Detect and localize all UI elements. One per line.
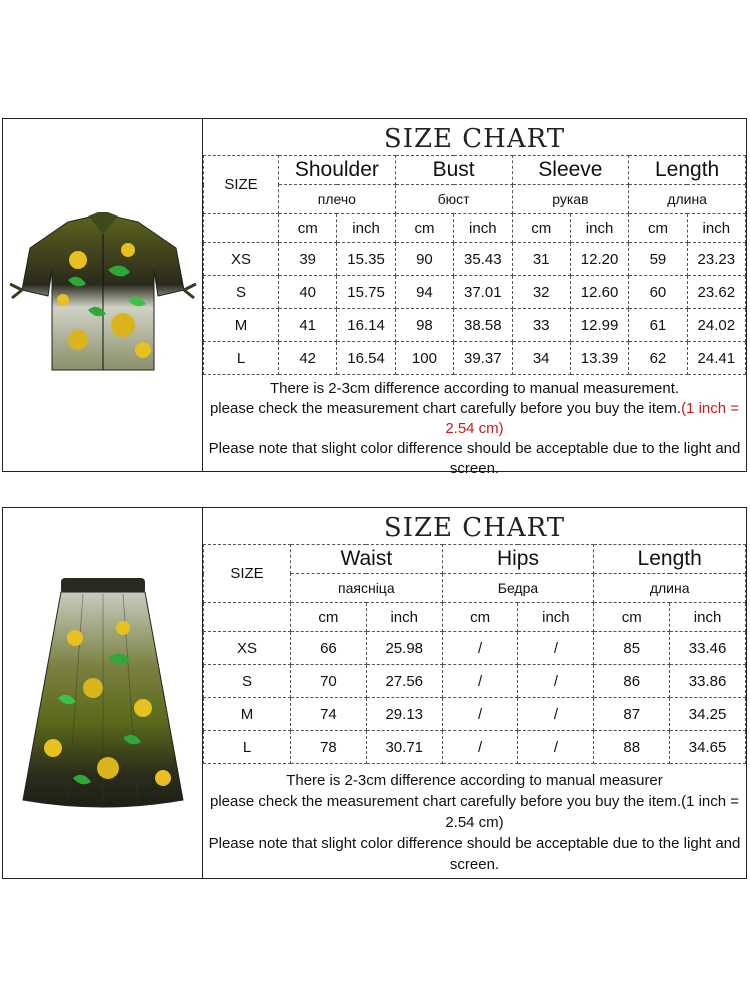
table-cell: 30.71 xyxy=(366,731,442,764)
table-cell: 16.14 xyxy=(337,309,395,342)
waist-translation: паяснiца xyxy=(291,574,443,603)
skirt-image-cell xyxy=(3,508,203,878)
shirt-image-cell xyxy=(3,119,203,471)
table-cell: 23.62 xyxy=(687,276,745,309)
table-cell: 90 xyxy=(395,243,453,276)
shoulder-translation: плечо xyxy=(279,185,396,214)
table-cell: 34.65 xyxy=(670,731,746,764)
table-cell: 12.99 xyxy=(570,309,628,342)
table-cell: / xyxy=(518,731,594,764)
table-cell: 12.60 xyxy=(570,276,628,309)
floral-skirt-image xyxy=(13,568,193,818)
table-row xyxy=(204,665,746,698)
table-row xyxy=(204,243,746,276)
table-row xyxy=(204,276,746,309)
unit-cell: inch xyxy=(570,214,628,243)
table-cell: 33 xyxy=(512,309,570,342)
table-cell: 12.20 xyxy=(570,243,628,276)
table-cell: 37.01 xyxy=(454,276,512,309)
measurement-notes xyxy=(203,375,746,479)
unit-cell: cm xyxy=(291,603,367,632)
table-cell: / xyxy=(442,665,518,698)
table-cell: 40 xyxy=(279,276,337,309)
unit-cell: inch xyxy=(366,603,442,632)
table-cell: 35.43 xyxy=(454,243,512,276)
size-cell: S xyxy=(204,276,279,309)
table-cell: 66 xyxy=(291,632,367,665)
size-cell: M xyxy=(204,309,279,342)
table-cell: 62 xyxy=(629,342,687,375)
table-cell: 15.75 xyxy=(337,276,395,309)
hips-translation: Бедра xyxy=(442,574,594,603)
size-column-header: SIZE xyxy=(204,545,291,603)
table-row xyxy=(204,731,746,764)
unit-cell: inch xyxy=(337,214,395,243)
table-cell: 15.35 xyxy=(337,243,395,276)
table-cell: 87 xyxy=(594,698,670,731)
table-cell: 100 xyxy=(395,342,453,375)
table-cell: 61 xyxy=(629,309,687,342)
note-line: Please note that slight color difference should be acceptable due to the light and screen. xyxy=(208,440,741,477)
measurement-notes xyxy=(203,764,746,875)
table-cell: 24.41 xyxy=(687,342,745,375)
unit-cell: cm xyxy=(594,603,670,632)
table-cell: / xyxy=(442,632,518,665)
unit-cell: cm xyxy=(279,214,337,243)
note-line: There is 2-3cm difference according to manual measurer xyxy=(286,772,663,789)
table-row xyxy=(204,632,746,665)
length-header: Length xyxy=(629,156,746,185)
table-row xyxy=(204,342,746,375)
bust-header: Bust xyxy=(395,156,512,185)
length-translation: длина xyxy=(594,574,746,603)
unit-cell: cm xyxy=(512,214,570,243)
floral-shirt-image xyxy=(8,200,198,390)
table-cell: / xyxy=(518,698,594,731)
table-cell: 16.54 xyxy=(337,342,395,375)
note-text: please check the measurement chart carefully before you buy the item. xyxy=(209,400,682,417)
table-cell: 13.39 xyxy=(570,342,628,375)
length-translation: длина xyxy=(629,185,746,214)
skirt-size-table xyxy=(203,544,746,764)
table-cell: 31 xyxy=(512,243,570,276)
table-cell: 29.13 xyxy=(366,698,442,731)
table-cell: 39 xyxy=(279,243,337,276)
note-line: please check the measurement chart carefully before you buy the item.(1 inch = 2.54 cm) xyxy=(209,793,740,831)
sleeve-header: Sleeve xyxy=(512,156,629,185)
size-cell: XS xyxy=(204,243,279,276)
bust-translation: бюст xyxy=(395,185,512,214)
translation-row xyxy=(204,185,746,214)
skirt-size-panel xyxy=(2,507,747,879)
table-cell: / xyxy=(518,632,594,665)
unit-cell: inch xyxy=(518,603,594,632)
unit-cell: inch xyxy=(454,214,512,243)
length-header: Length xyxy=(594,545,746,574)
unit-row xyxy=(204,603,746,632)
unit-blank xyxy=(204,214,279,243)
table-cell: 86 xyxy=(594,665,670,698)
table-cell: 23.23 xyxy=(687,243,745,276)
unit-blank xyxy=(204,603,291,632)
table-row xyxy=(204,698,746,731)
note-line: There is 2-3cm difference according to manual measurement. xyxy=(269,380,680,397)
size-column-header: SIZE xyxy=(204,156,279,214)
shirt-size-table xyxy=(203,155,746,375)
table-cell: 88 xyxy=(594,731,670,764)
table-cell: 78 xyxy=(291,731,367,764)
waist-header: Waist xyxy=(291,545,443,574)
header-row xyxy=(204,156,746,185)
note-line xyxy=(203,399,746,439)
table-cell: 39.37 xyxy=(454,342,512,375)
shirt-size-chart xyxy=(203,119,746,477)
table-cell: 42 xyxy=(279,342,337,375)
unit-row xyxy=(204,214,746,243)
chart-title: SIZE CHART xyxy=(383,513,566,543)
sleeve-translation: рукав xyxy=(512,185,629,214)
table-cell: 24.02 xyxy=(687,309,745,342)
table-cell: 85 xyxy=(594,632,670,665)
table-row xyxy=(204,309,746,342)
header-row xyxy=(204,545,746,574)
table-cell: 98 xyxy=(395,309,453,342)
shirt-size-panel xyxy=(2,118,747,477)
table-cell: 33.46 xyxy=(670,632,746,665)
table-cell: / xyxy=(442,698,518,731)
table-cell: 60 xyxy=(629,276,687,309)
table-cell: 27.56 xyxy=(366,665,442,698)
unit-cell: inch xyxy=(687,214,745,243)
unit-cell: cm xyxy=(442,603,518,632)
shoulder-header: Shoulder xyxy=(279,156,396,185)
table-cell: / xyxy=(518,665,594,698)
table-cell: 38.58 xyxy=(454,309,512,342)
unit-cell: cm xyxy=(629,214,687,243)
inch-conversion-note: (1 inch = 2.54 cm) xyxy=(445,400,740,437)
table-cell: 34 xyxy=(512,342,570,375)
hips-header: Hips xyxy=(442,545,594,574)
table-cell: 41 xyxy=(279,309,337,342)
table-cell: 94 xyxy=(395,276,453,309)
skirt-size-chart xyxy=(203,508,746,878)
table-cell: 33.86 xyxy=(670,665,746,698)
size-cell: XS xyxy=(204,632,291,665)
chart-title: SIZE CHART xyxy=(383,124,566,154)
table-cell: / xyxy=(442,731,518,764)
size-cell: L xyxy=(204,342,279,375)
table-cell: 32 xyxy=(512,276,570,309)
table-cell: 74 xyxy=(291,698,367,731)
unit-cell: inch xyxy=(670,603,746,632)
note-line: Please note that slight color difference should be acceptable due to the light and screen. xyxy=(208,835,741,873)
size-cell: L xyxy=(204,731,291,764)
size-cell: S xyxy=(204,665,291,698)
table-cell: 70 xyxy=(291,665,367,698)
table-cell: 34.25 xyxy=(670,698,746,731)
table-cell: 59 xyxy=(629,243,687,276)
unit-cell: cm xyxy=(395,214,453,243)
size-cell: M xyxy=(204,698,291,731)
table-cell: 25.98 xyxy=(366,632,442,665)
